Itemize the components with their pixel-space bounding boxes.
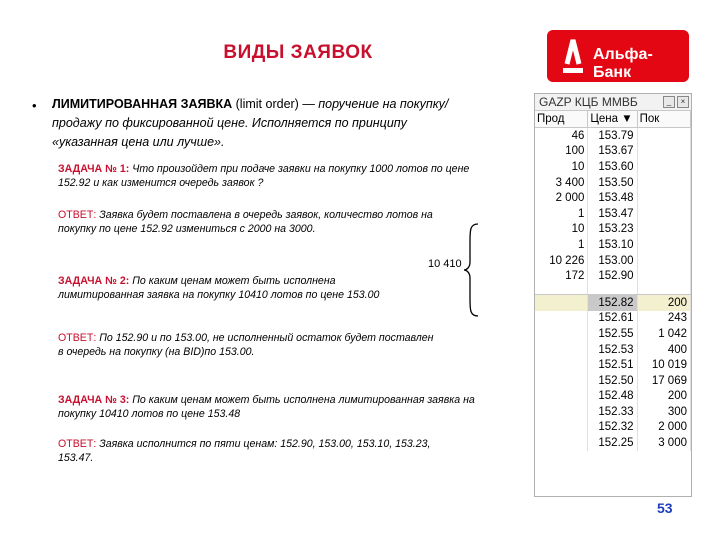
- curly-brace-icon: [462, 222, 482, 318]
- ask-qty: 3 400: [535, 175, 588, 191]
- bid-row[interactable]: [535, 311, 691, 327]
- bullet: •: [32, 98, 37, 113]
- ask-price: 153.50: [588, 175, 637, 191]
- answer-1: [58, 208, 438, 236]
- bid-qty: [637, 144, 690, 160]
- slide-title: ВИДЫ ЗАЯВОК: [223, 42, 373, 63]
- ask-qty: 10: [535, 159, 588, 175]
- bid-row[interactable]: [535, 373, 691, 389]
- ask-price: 153.67: [588, 144, 637, 160]
- ask-qty: 1: [535, 237, 588, 253]
- bid-qty: [637, 190, 690, 206]
- bid-qty: [637, 128, 690, 144]
- ask-price: 152.90: [588, 268, 637, 284]
- intro-lead2: (limit order) —: [232, 97, 319, 111]
- ask-row[interactable]: [535, 190, 691, 206]
- ask-qty: [535, 404, 588, 420]
- ask-qty: 10: [535, 222, 588, 238]
- ask-price: 153.60: [588, 159, 637, 175]
- bid-price: 152.33: [588, 404, 637, 420]
- answer-3-label: ОТВЕТ:: [58, 438, 97, 450]
- answer-3-text: Заявка исполнится по пяти ценам: 152.90, 153.00, 153.10, 153.23, 153.47.: [58, 438, 431, 464]
- bid-qty: 200: [637, 294, 690, 310]
- bid-price: 152.51: [588, 357, 637, 373]
- brace-value: 10 410: [428, 258, 462, 270]
- alfa-bank-logo: [547, 30, 689, 82]
- ask-row[interactable]: [535, 253, 691, 269]
- bid-price: 152.61: [588, 311, 637, 327]
- close-icon[interactable]: ×: [677, 96, 689, 108]
- col-header-price[interactable]: Цена ▼: [588, 111, 637, 128]
- intro-text: поручение на покупку/продажу по фиксированной цене. Исполняется по принципу «указанная цена или лучше».: [52, 97, 449, 149]
- logo-text: Альфа-Банк: [593, 46, 653, 81]
- task-3-label: ЗАДАЧА № 3:: [58, 394, 130, 406]
- answer-1-label: ОТВЕТ:: [58, 209, 97, 221]
- page-number: 53: [657, 500, 673, 516]
- ask-row[interactable]: [535, 237, 691, 253]
- ask-row[interactable]: [535, 128, 691, 144]
- ask-qty: [535, 420, 588, 436]
- ask-price: 153.00: [588, 253, 637, 269]
- bid-qty: [637, 175, 690, 191]
- answer-1-text: Заявка будет поставлена в очередь заявок, количество лотов на покупку по цене 152.92 измениться с 2000 на 3000.: [58, 209, 433, 235]
- ask-row[interactable]: [535, 144, 691, 160]
- ask-price: 153.10: [588, 237, 637, 253]
- spread-separator: [535, 284, 691, 295]
- bid-row[interactable]: [535, 420, 691, 436]
- task-2-label: ЗАДАЧА № 2:: [58, 275, 130, 287]
- bid-row[interactable]: [535, 435, 691, 451]
- ask-qty: 46: [535, 128, 588, 144]
- bid-qty: [637, 206, 690, 222]
- bid-price: 152.50: [588, 373, 637, 389]
- order-book-window: [534, 93, 692, 497]
- bid-price: 152.25: [588, 435, 637, 451]
- ask-row[interactable]: [535, 222, 691, 238]
- bid-price: 152.53: [588, 342, 637, 358]
- bid-qty: 17 069: [637, 373, 690, 389]
- answer-2: [58, 331, 438, 359]
- minimize-icon[interactable]: _: [663, 96, 675, 108]
- ask-qty: [535, 326, 588, 342]
- ask-qty: [535, 357, 588, 373]
- task-3-text: По каким ценам может быть исполнена лимитированная заявка на покупку 10410 лотов по цене 153.48: [58, 394, 475, 420]
- bid-row[interactable]: [535, 389, 691, 405]
- answer-3: [58, 437, 458, 465]
- bid-row[interactable]: [535, 326, 691, 342]
- bid-qty: 1 042: [637, 326, 690, 342]
- order-book-title-text: GAZP КЦБ ММВБ: [539, 95, 638, 109]
- order-book-table: [535, 111, 691, 451]
- intro-paragraph: [52, 95, 452, 152]
- ask-qty: [535, 294, 588, 310]
- ask-price: 153.79: [588, 128, 637, 144]
- ask-qty: [535, 373, 588, 389]
- ask-row[interactable]: [535, 268, 691, 284]
- col-header-buy[interactable]: Пок: [637, 111, 690, 128]
- bid-price: 152.55: [588, 326, 637, 342]
- ask-price: 153.23: [588, 222, 637, 238]
- bid-qty: 300: [637, 404, 690, 420]
- bid-qty: 2 000: [637, 420, 690, 436]
- bid-qty: [637, 159, 690, 175]
- ask-qty: 10 226: [535, 253, 588, 269]
- bid-row[interactable]: [535, 342, 691, 358]
- ask-row[interactable]: [535, 206, 691, 222]
- bid-qty: 3 000: [637, 435, 690, 451]
- bid-qty: 243: [637, 311, 690, 327]
- bid-qty: [637, 222, 690, 238]
- alfa-a-icon: [559, 36, 587, 76]
- ask-qty: 172: [535, 268, 588, 284]
- ask-row[interactable]: [535, 159, 691, 175]
- ask-qty: [535, 311, 588, 327]
- ask-qty: 100: [535, 144, 588, 160]
- col-header-sell[interactable]: Прод: [535, 111, 588, 128]
- answer-2-text: По 152.90 и по 153.00, не исполненный остаток будет поставлен в очередь на покупку (на BID)по 153.00.: [58, 332, 434, 358]
- task-3: [58, 393, 478, 421]
- bid-qty: 200: [637, 389, 690, 405]
- task-2: [58, 274, 398, 302]
- order-book-title: [535, 94, 691, 111]
- bid-price: 152.32: [588, 420, 637, 436]
- bid-price: 152.48: [588, 389, 637, 405]
- ask-qty: [535, 342, 588, 358]
- task-2-text: По каким ценам может быть исполнена лимитированная заявка на покупку 10410 лотов по цене 153.00: [58, 275, 380, 301]
- bid-row-best[interactable]: [535, 294, 691, 310]
- bid-qty: 400: [637, 342, 690, 358]
- ask-price: 153.48: [588, 190, 637, 206]
- bid-row[interactable]: [535, 357, 691, 373]
- ask-qty: [535, 435, 588, 451]
- ask-qty: 1: [535, 206, 588, 222]
- bid-qty: [637, 253, 690, 269]
- task-1-text: Что произойдет при подаче заявки на покупку 1000 лотов по цене 152.92 и как изменится очередь заявок ?: [58, 163, 470, 189]
- answer-2-label: ОТВЕТ:: [58, 332, 97, 344]
- bid-price: 152.82: [588, 294, 637, 310]
- ask-qty: 2 000: [535, 190, 588, 206]
- task-1: [58, 162, 488, 190]
- bid-row[interactable]: [535, 404, 691, 420]
- bid-qty: [637, 268, 690, 284]
- ask-row[interactable]: [535, 175, 691, 191]
- ask-price: 153.47: [588, 206, 637, 222]
- intro-lead: ЛИМИТИРОВАННАЯ ЗАЯВКА: [52, 97, 233, 111]
- task-1-label: ЗАДАЧА № 1:: [58, 163, 130, 175]
- ask-qty: [535, 389, 588, 405]
- bid-qty: 10 019: [637, 357, 690, 373]
- bid-qty: [637, 237, 690, 253]
